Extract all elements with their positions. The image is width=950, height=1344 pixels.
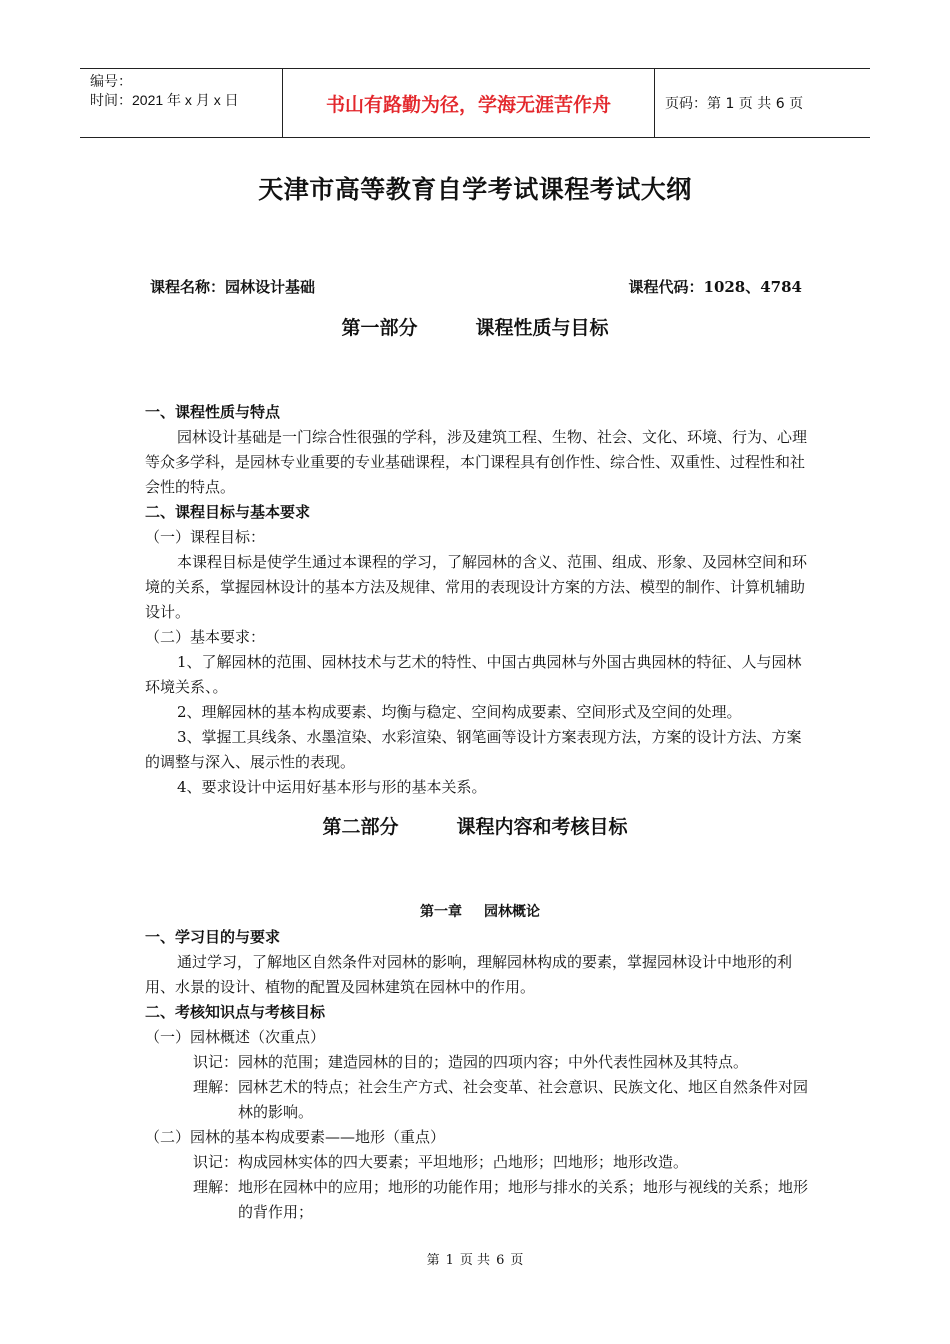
part2-heading	[0, 812, 950, 839]
section2-sub2: （二）基本要求：	[145, 628, 266, 646]
footer-suffix: 页	[510, 1253, 524, 1268]
recall-text: 构成园林实体的四大要素；平坦地形；凸地形；凹地形；地形改造。	[238, 1153, 689, 1171]
point1-title: （一）园林概述（次重点）	[145, 1028, 326, 1046]
section1-heading: 一、课程性质与特点	[145, 403, 281, 421]
document-title: 天津市高等教育自学考试课程考试大纲	[258, 175, 692, 204]
section2-sub1: （一）课程目标：	[145, 528, 266, 546]
part1-prefix: 第一部分	[341, 317, 418, 339]
understand-label: 理解：	[193, 1078, 239, 1096]
part1-content	[145, 400, 815, 800]
page-footer	[0, 1249, 950, 1268]
doc-number-label: 编号：	[90, 73, 132, 89]
point2-title: （二）园林的基本构成要素——地形（重点）	[145, 1128, 446, 1146]
part1-title: 课程性质与目标	[475, 317, 609, 339]
footer-total-pages: 6	[496, 1253, 505, 1268]
chapter1-prefix: 第一章	[420, 904, 462, 920]
recall-label: 识记：	[193, 1053, 239, 1071]
doc-time-label: 时间：2021 年 x 月 x 日	[90, 92, 239, 108]
learn-body: 通过学习，了解地区自然条件对园林的影响，理解园林构成的要素，掌握园林设计中地形的利用、水景的设计、植物的配置及园林建筑在园林中的作用。	[145, 953, 793, 996]
recall-text: 园林的范围；建造园林的目的；造园的四项内容；中外代表性园林及其特点。	[238, 1053, 749, 1071]
header-page-info: 页码：第 1 页 共 6 页	[665, 96, 804, 112]
course-info-row	[150, 276, 802, 297]
header-motto: 书山有路勤为径，学海无涯苦作舟	[282, 69, 655, 137]
part2-prefix: 第二部分	[322, 816, 399, 838]
recall-label: 识记：	[193, 1153, 239, 1171]
header-meta	[80, 69, 282, 137]
chapter1-content	[145, 900, 815, 1225]
understand-text: 园林艺术的特点；社会生产方式、社会变革、社会意识、民族文化、地区自然条件对园林的影响。	[238, 1078, 809, 1121]
part1-heading	[0, 313, 950, 340]
header-table	[80, 68, 870, 138]
learn-heading: 一、学习目的与要求	[145, 928, 281, 946]
footer-mid: 页 共	[459, 1253, 491, 1268]
course-name: 课程名称：园林设计基础	[150, 278, 316, 296]
section1-body: 园林设计基础是一门综合性很强的学科，涉及建筑工程、生物、社会、文化、环境、行为、心理等众多学科，是园林专业重要的专业基础课程，本门课程具有创作性、综合性、双重性、过程性和社会性的特点。	[145, 428, 808, 496]
understand-label: 理解：	[193, 1178, 239, 1196]
understand-text: 地形在园林中的应用；地形的功能作用；地形与排水的关系；地形与视线的关系；地形的背作用；	[238, 1178, 809, 1221]
section2-heading: 二、课程目标与基本要求	[145, 503, 311, 521]
chapter1-title: 园林概论	[484, 904, 540, 920]
footer-page-number: 1	[445, 1253, 454, 1268]
chapter1-heading	[145, 900, 815, 925]
point2-recall	[145, 1150, 815, 1175]
requirement-item: 1、了解园林的范围、园林技术与艺术的特性、中国古典园林与外国古典园林的特征、人与园林环境关系、。	[145, 653, 802, 696]
requirement-item: 2、理解园林的基本构成要素、均衡与稳定、空间构成要素、空间形式及空间的处理。	[177, 703, 742, 721]
requirement-item: 3、掌握工具线条、水墨渲染、水彩渲染、钢笔画等设计方案表现方法，方案的设计方法、方案的调整与深入、展示性的表现。	[145, 728, 802, 771]
point2-understand	[145, 1175, 815, 1225]
point1-recall	[145, 1050, 815, 1075]
course-code: 课程代码：1028、4784	[628, 278, 802, 296]
point1-understand	[145, 1075, 815, 1125]
section2-goal: 本课程目标是使学生通过本课程的学习，了解园林的含义、范围、组成、形象、及园林空间和环境的关系，掌握园林设计的基本方法及规律、常用的表现设计方案的方法、模型的制作、计算机辅助设计。	[145, 553, 808, 621]
part2-title: 课程内容和考核目标	[456, 816, 628, 838]
footer-prefix: 第	[426, 1253, 440, 1268]
requirement-item: 4、要求设计中运用好基本形与形的基本关系。	[177, 778, 487, 796]
exam-heading: 二、考核知识点与考核目标	[145, 1003, 326, 1021]
